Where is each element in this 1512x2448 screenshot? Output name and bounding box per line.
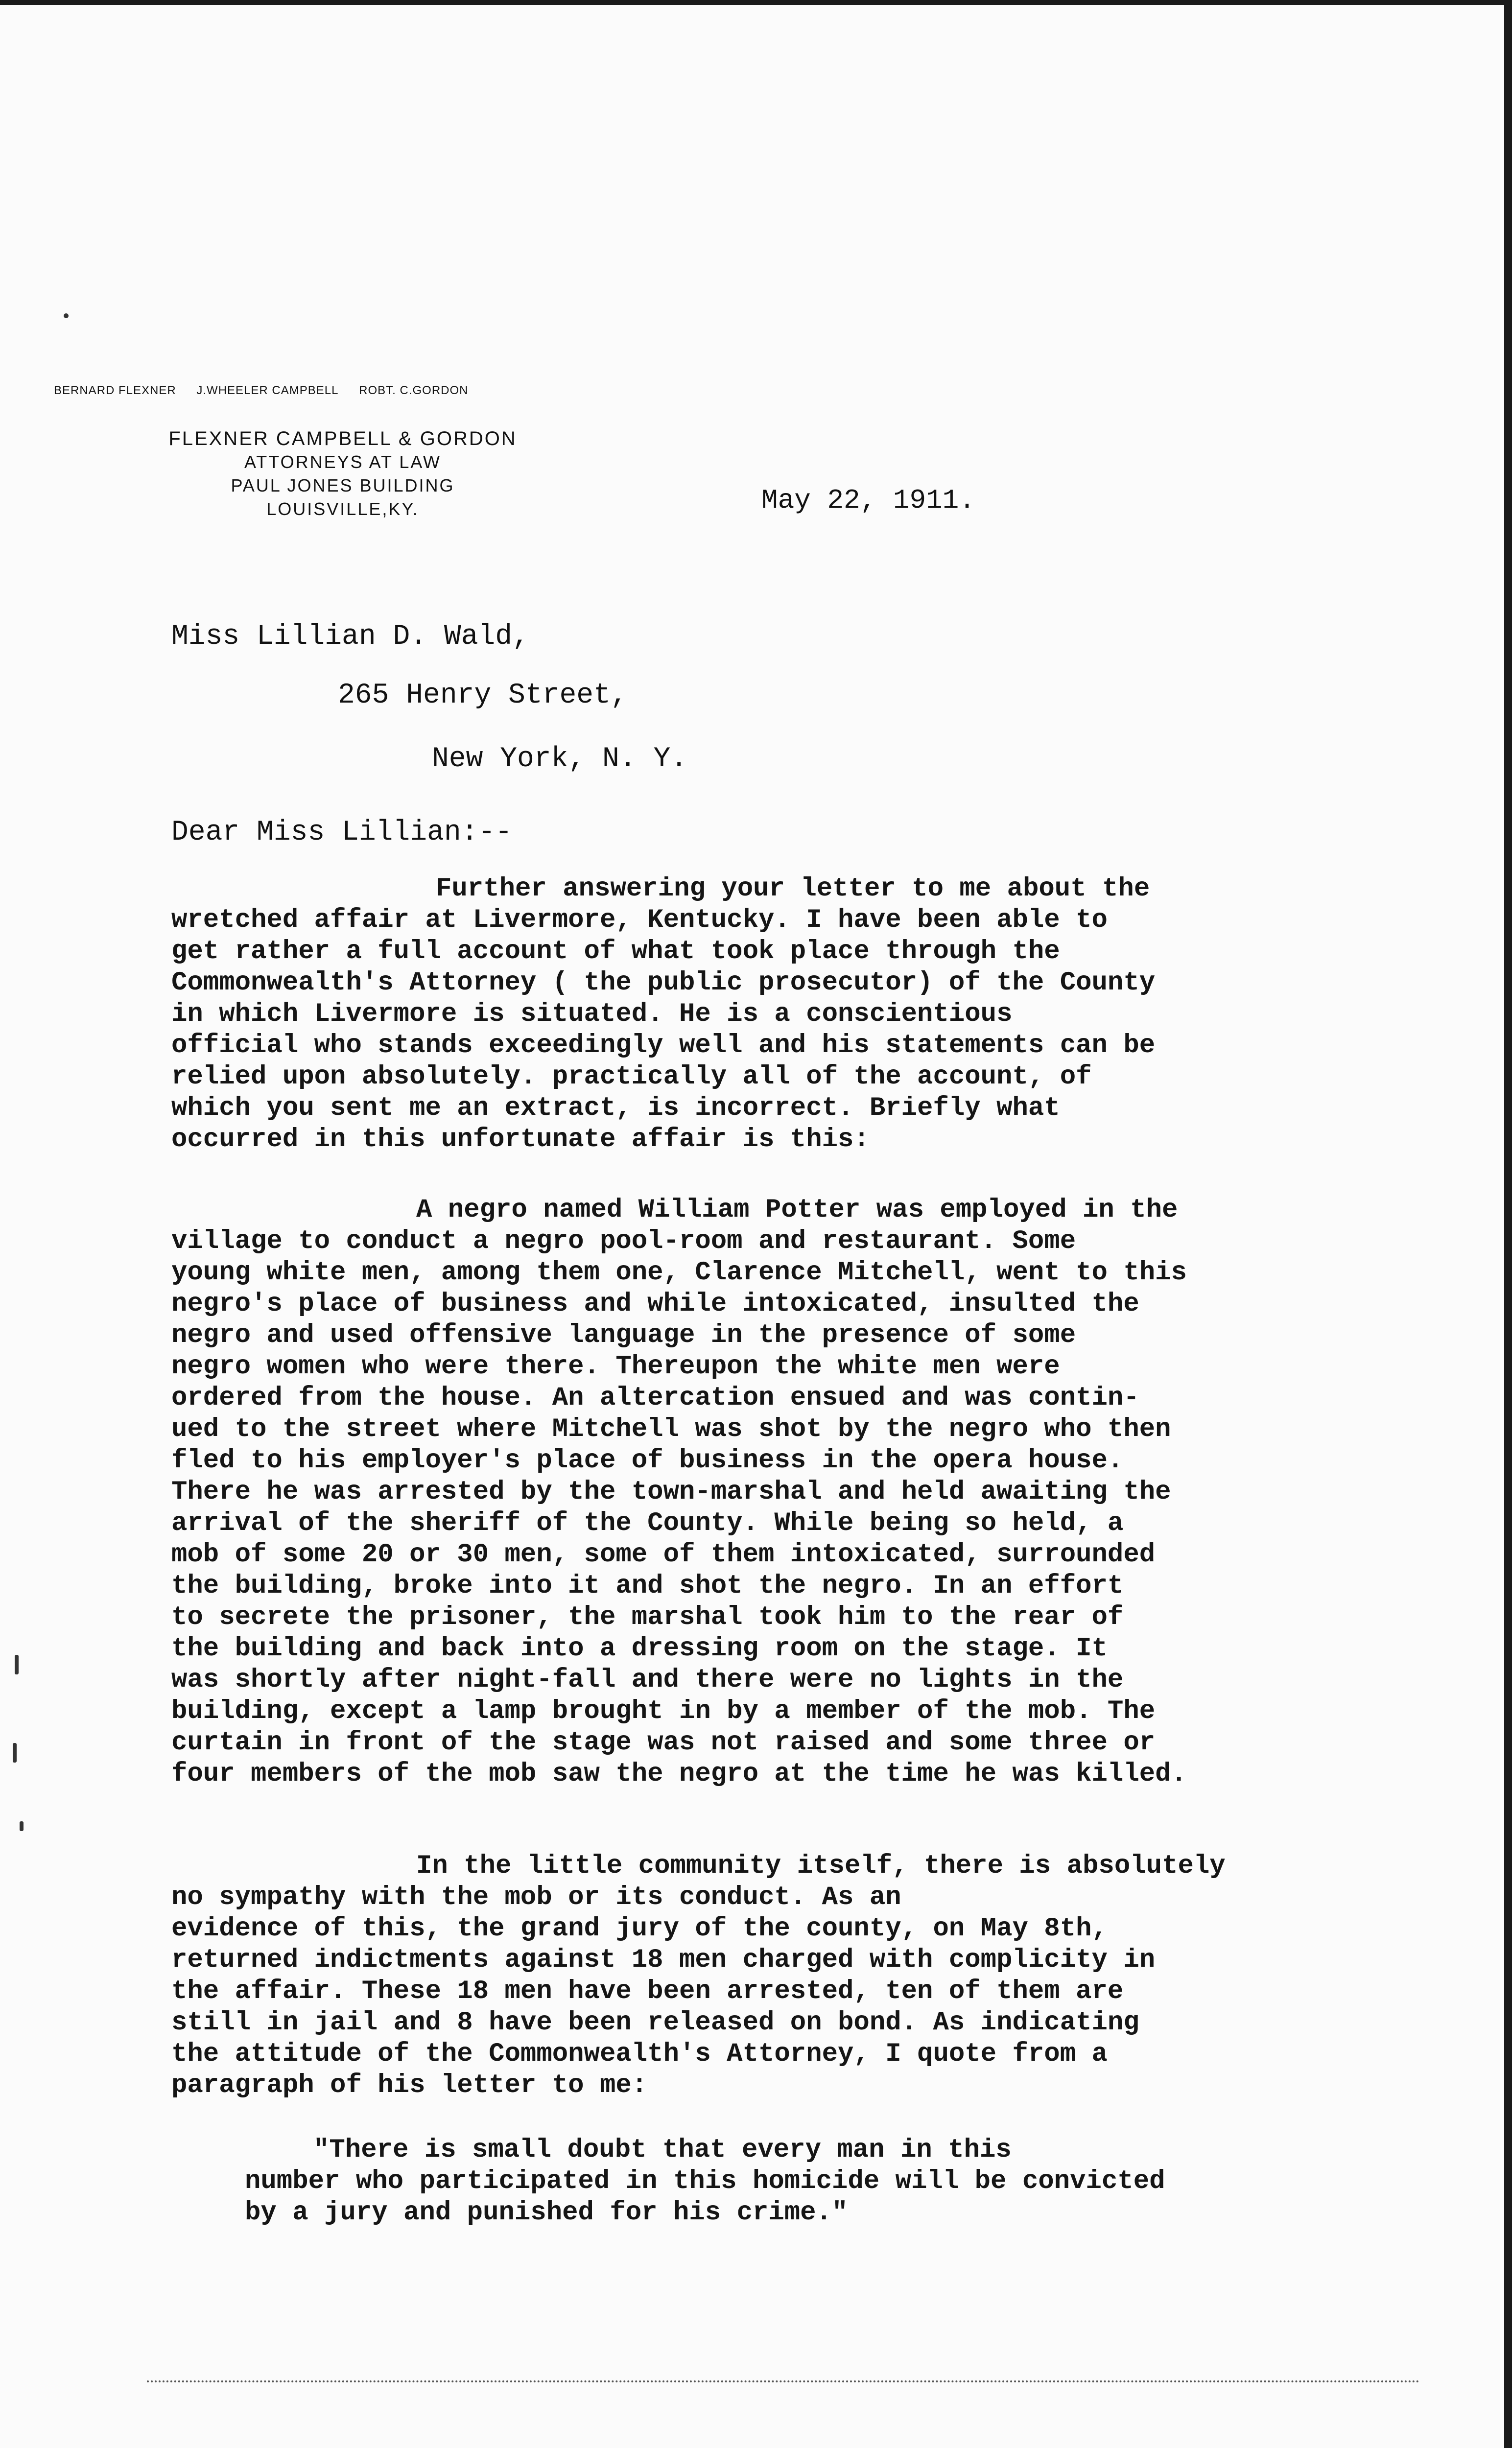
letterhead-partners bbox=[54, 384, 641, 398]
firm-name: FLEXNER CAMPBELL & GORDON bbox=[168, 428, 517, 449]
text-line: "There is small doubt that every man in this bbox=[313, 2135, 1012, 2165]
text-line: in which Livermore is situated. He is a conscientious bbox=[171, 999, 1013, 1029]
scan-speck bbox=[15, 1655, 19, 1674]
text-line: fled to his employer's place of business in the opera house. bbox=[171, 1446, 1124, 1476]
scan-edge-top bbox=[0, 0, 1512, 5]
text-line: four members of the mob saw the negro at the time he was killed. bbox=[171, 1759, 1187, 1789]
paragraph-2 bbox=[171, 1195, 1371, 1790]
firm-building: PAUL JONES BUILDING bbox=[231, 475, 455, 495]
recipient-name: Miss Lillian D. Wald, bbox=[171, 621, 529, 653]
scan-speck bbox=[20, 1821, 24, 1831]
letterhead-firm bbox=[127, 427, 558, 521]
scan-bottom-noise bbox=[147, 2375, 1420, 2382]
text-line: negro's place of business and while intoxicated, insulted the bbox=[171, 1289, 1139, 1319]
text-line: official who stands exceedingly well and his statements can be bbox=[171, 1031, 1156, 1060]
text-line: negro women who were there. Thereupon the white men were bbox=[171, 1352, 1060, 1382]
text-line: curtain in front of the stage was not raised and some three or bbox=[171, 1728, 1156, 1758]
text-line: negro and used offensive language in the presence of some bbox=[171, 1320, 1076, 1350]
text-line: arrival of the sheriff of the County. While being so held, a bbox=[171, 1508, 1124, 1538]
firm-title: ATTORNEYS AT LAW bbox=[244, 452, 442, 472]
scan-speck bbox=[13, 1743, 17, 1763]
text-line: number who participated in this homicide will be convicted bbox=[245, 2166, 1165, 2196]
letter-date: May 22, 1911. bbox=[761, 485, 975, 516]
text-line: the attitude of the Commonwealth's Attorney, I quote from a bbox=[171, 2039, 1108, 2069]
text-line: wretched affair at Livermore, Kentucky. I have been able to bbox=[171, 905, 1108, 935]
text-line: ordered from the house. An altercation ensued and was contin- bbox=[171, 1383, 1139, 1413]
recipient-city: New York, N. Y. bbox=[432, 743, 688, 775]
scan-edge-right bbox=[1504, 0, 1512, 2448]
text-line: relied upon absolutely. practically all of the account, of bbox=[171, 1062, 1092, 1092]
text-line: mob of some 20 or 30 men, some of them intoxicated, surrounded bbox=[171, 1540, 1156, 1570]
text-line: the affair. These 18 men have been arrested, ten of them are bbox=[171, 1977, 1124, 2006]
salutation: Dear Miss Lillian:-- bbox=[171, 817, 513, 848]
text-line: village to conduct a negro pool-room and restaurant. Some bbox=[171, 1226, 1076, 1256]
paragraph-3 bbox=[171, 1851, 1371, 2101]
text-line: Commonwealth's Attorney ( the public prosecutor) of the County bbox=[171, 968, 1156, 998]
text-line: In the little community itself, there is absolutely bbox=[416, 1851, 1226, 1881]
text-line: returned indictments against 18 men charged with complicity in bbox=[171, 1945, 1156, 1975]
text-line: the building, broke into it and shot the negro. In an effort bbox=[171, 1571, 1124, 1601]
text-line: no sympathy with the mob or its conduct. As an bbox=[171, 1883, 901, 1912]
text-line: by a jury and punished for his crime." bbox=[245, 2198, 848, 2228]
scan-speck bbox=[64, 313, 69, 318]
text-line: was shortly after night-fall and there were no lights in the bbox=[171, 1665, 1124, 1695]
text-line: paragraph of his letter to me: bbox=[171, 2071, 648, 2100]
paragraph-1 bbox=[171, 873, 1371, 1155]
partner-name: ROBT. C.GORDON bbox=[359, 384, 469, 397]
text-line: young white men, among them one, Clarence Mitchell, went to this bbox=[171, 1258, 1187, 1288]
text-line: ued to the street where Mitchell was shot by the negro who then bbox=[171, 1414, 1171, 1444]
text-line: get rather a full account of what took place through the bbox=[171, 937, 1060, 966]
text-line: to secrete the prisoner, the marshal took him to the rear of bbox=[171, 1602, 1124, 1632]
partner-name: BERNARD FLEXNER bbox=[54, 384, 176, 397]
quoted-paragraph bbox=[245, 2135, 1371, 2229]
text-line: Further answering your letter to me about the bbox=[436, 874, 1150, 904]
text-line: evidence of this, the grand jury of the county, on May 8th, bbox=[171, 1914, 1108, 1944]
firm-city: LOUISVILLE,KY. bbox=[266, 499, 419, 519]
text-line: the building and back into a dressing room on the stage. It bbox=[171, 1634, 1108, 1664]
text-line: A negro named William Potter was employed in the bbox=[416, 1195, 1178, 1225]
text-line: occurred in this unfortunate affair is this: bbox=[171, 1125, 870, 1154]
partner-name: J.WHEELER CAMPBELL bbox=[196, 384, 339, 397]
text-line: building, except a lamp brought in by a member of the mob. The bbox=[171, 1696, 1156, 1726]
text-line: which you sent me an extract, is incorrect. Briefly what bbox=[171, 1093, 1060, 1123]
recipient-street: 265 Henry Street, bbox=[338, 680, 628, 711]
text-line: still in jail and 8 have been released on bond. As indicating bbox=[171, 2008, 1139, 2038]
text-line: There he was arrested by the town-marshal and held awaiting the bbox=[171, 1477, 1171, 1507]
